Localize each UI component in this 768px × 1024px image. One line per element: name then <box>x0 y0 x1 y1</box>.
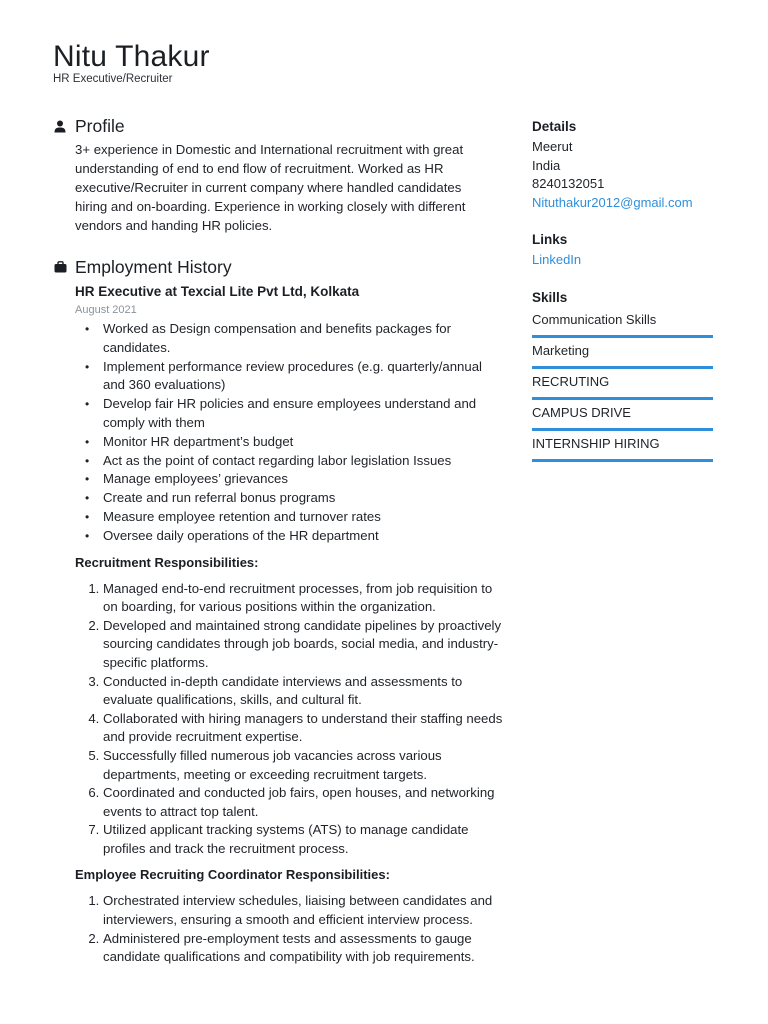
profile-section <box>53 114 503 235</box>
email-link[interactable]: Nituthakur2012@gmail.com <box>532 194 693 210</box>
profile-heading: Profile <box>75 115 125 136</box>
job-title: HR Executive at Texcial Lite Pvt Ltd, Kolkata <box>75 284 360 299</box>
details-country: India <box>532 157 561 173</box>
recruitment-heading: Recruitment Responsibilities: <box>75 554 259 570</box>
links-heading: Links <box>532 232 568 247</box>
sidebar <box>532 118 713 462</box>
details-section <box>532 118 713 212</box>
profile-summary: 3+ experience in Domestic and International recruitment with great understanding of end to end flow of recruitment. Worked as HR executive/Recruiter in current company where handled candidates hiring and on-boarding. Experience in working closely with different vendors and handing HR policies. <box>75 142 466 233</box>
skills-heading: Skills <box>532 289 568 305</box>
details-city: Meerut <box>532 139 573 154</box>
list-item: 7. Utilized applicant tracking systems (ATS) to manage candidate profiles and track the recruitment process. <box>103 821 503 858</box>
skill-item: Communication Skills <box>532 311 713 338</box>
list-item: 3. Conducted in-depth candidate interviews and assessments to evaluate qualifications, skills, and cultural fit. <box>103 673 503 710</box>
coordinator-heading: Employee Recruiting Coordinator Responsibilities: <box>75 867 390 883</box>
details-heading: Details <box>532 119 577 134</box>
briefcase-icon <box>53 260 67 274</box>
list-item: • Manage employees’ grievances <box>83 470 503 489</box>
list-item: 4. Collaborated with hiring managers to understand their staffing needs and provide recruitment expertise. <box>103 710 503 747</box>
list-item: • Develop fair HR policies and ensure employees understand and comply with them <box>83 395 503 433</box>
employment-section <box>53 255 503 967</box>
candidate-job-title: HR Executive/Recruiter <box>53 73 173 85</box>
person-icon <box>53 119 67 133</box>
list-item: 2. Developed and maintained strong candidate pipelines by proactively sourcing candidates through job boards, social media, and industry-specific platforms. <box>103 617 503 673</box>
candidate-name: Nitu Thakur <box>53 40 210 73</box>
list-item: • Oversee daily operations of the HR department <box>83 527 503 546</box>
list-item: • Act as the point of contact regarding labor legislation Issues <box>83 452 503 471</box>
skill-item: INTERNSHIP HIRING <box>532 431 713 462</box>
list-item: 6. Coordinated and conducted job fairs, open houses, and networking events to attract top talent. <box>103 784 503 821</box>
coordinator-list <box>75 892 503 966</box>
list-item: 5. Successfully filled numerous job vacancies across various departments, meeting or exceeding recruitment targets. <box>103 747 503 784</box>
job-date: August 2021 <box>75 304 137 316</box>
list-item: • Monitor HR department’s budget <box>83 433 503 452</box>
list-item: • Worked as Design compensation and benefits packages for candidates. <box>83 320 503 358</box>
main-column <box>53 114 503 967</box>
skills-section <box>532 289 713 462</box>
profile-heading-row <box>53 114 503 138</box>
employment-heading-row <box>53 255 503 279</box>
list-item: 2. Administered pre-employment tests and assessments to gauge candidate qualifications and compatibility with job requirements. <box>103 930 503 967</box>
links-section <box>532 231 713 270</box>
list-item: 1. Orchestrated interview schedules, liaising between candidates and interviewers, ensuring a smooth and efficient interview process. <box>103 892 503 929</box>
list-item: • Measure employee retention and turnover rates <box>83 508 503 527</box>
details-phone: 8240132051 <box>532 176 605 191</box>
skill-item: CAMPUS DRIVE <box>532 400 713 431</box>
skill-item: RECRUTING <box>532 369 713 400</box>
list-item: 1. Managed end-to-end recruitment processes, from job requisition to on boarding, for various positions within the organization. <box>103 580 503 617</box>
recruitment-list <box>75 580 503 859</box>
employment-heading: Employment History <box>75 256 232 277</box>
list-item: • Implement performance review procedures (e.g. quarterly/annual and 360 evaluations) <box>83 358 503 396</box>
skill-item: Marketing <box>532 338 713 369</box>
duties-list <box>75 320 503 546</box>
list-item: • Create and run referral bonus programs <box>83 489 503 508</box>
linkedin-link[interactable]: LinkedIn <box>532 252 582 267</box>
